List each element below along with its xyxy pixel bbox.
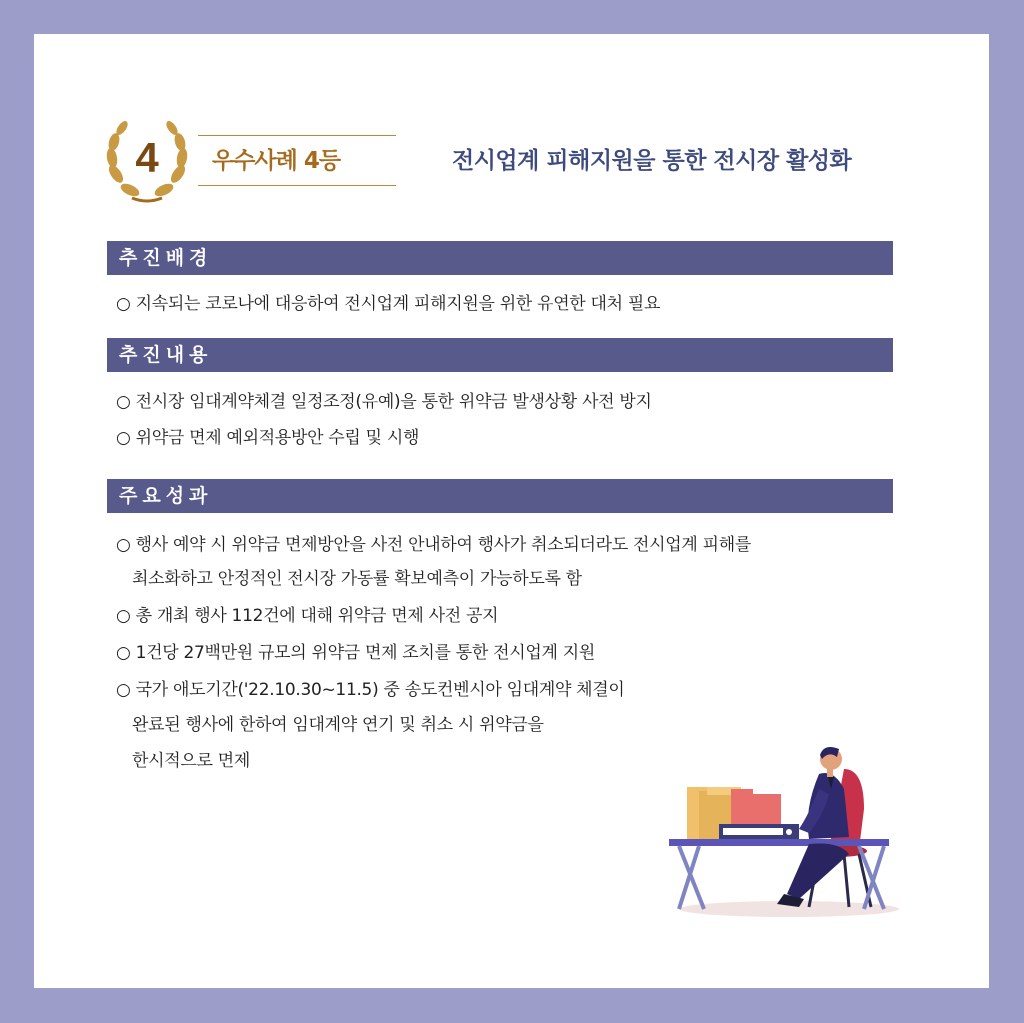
results-line: 한시적으로 면제 <box>132 751 250 771</box>
rank-label: 우수사례 4등 <box>212 148 341 174</box>
rank-divider-top <box>198 135 396 136</box>
laurel-wreath-icon <box>102 112 192 206</box>
content-card <box>34 34 989 988</box>
results-line: ○ 1건당 27백만원 규모의 위약금 면제 조치를 통한 전시업계 지원 <box>116 643 595 663</box>
svg-text:4: 4 <box>135 134 159 181</box>
office-worker-illustration <box>659 729 899 919</box>
section-heading-results: 주요성과 <box>107 479 893 513</box>
results-line: 최소화하고 안정적인 전시장 가동률 확보예측이 가능하도록 함 <box>132 569 582 589</box>
content-line: ○ 전시장 임대계약체결 일정조정(유예)을 통한 위약금 발생상황 사전 방지 <box>116 392 652 412</box>
rank-divider-bottom <box>198 185 396 186</box>
results-line: ○ 국가 애도기간('22.10.30~11.5) 중 송도컨벤시아 임대계약 체결이 <box>116 680 625 700</box>
page-title: 전시업계 피해지원을 통한 전시장 활성화 <box>452 148 852 174</box>
background-line: ○ 지속되는 코로나에 대응하여 전시업계 피해지원을 위한 유연한 대처 필요 <box>116 294 661 314</box>
results-line: ○ 행사 예약 시 위약금 면제방안을 사전 안내하여 행사가 취소되더라도 전시업계 피해를 <box>116 535 751 555</box>
results-line: 완료된 행사에 한하여 임대계약 연기 및 취소 시 위약금을 <box>132 715 544 735</box>
content-line: ○ 위약금 면제 예외적용방안 수립 및 시행 <box>116 428 420 448</box>
section-heading-content: 추진내용 <box>107 338 893 372</box>
results-line: ○ 총 개최 행사 112건에 대해 위약금 면제 사전 공지 <box>116 606 499 626</box>
section-heading-background: 추진배경 <box>107 241 893 275</box>
